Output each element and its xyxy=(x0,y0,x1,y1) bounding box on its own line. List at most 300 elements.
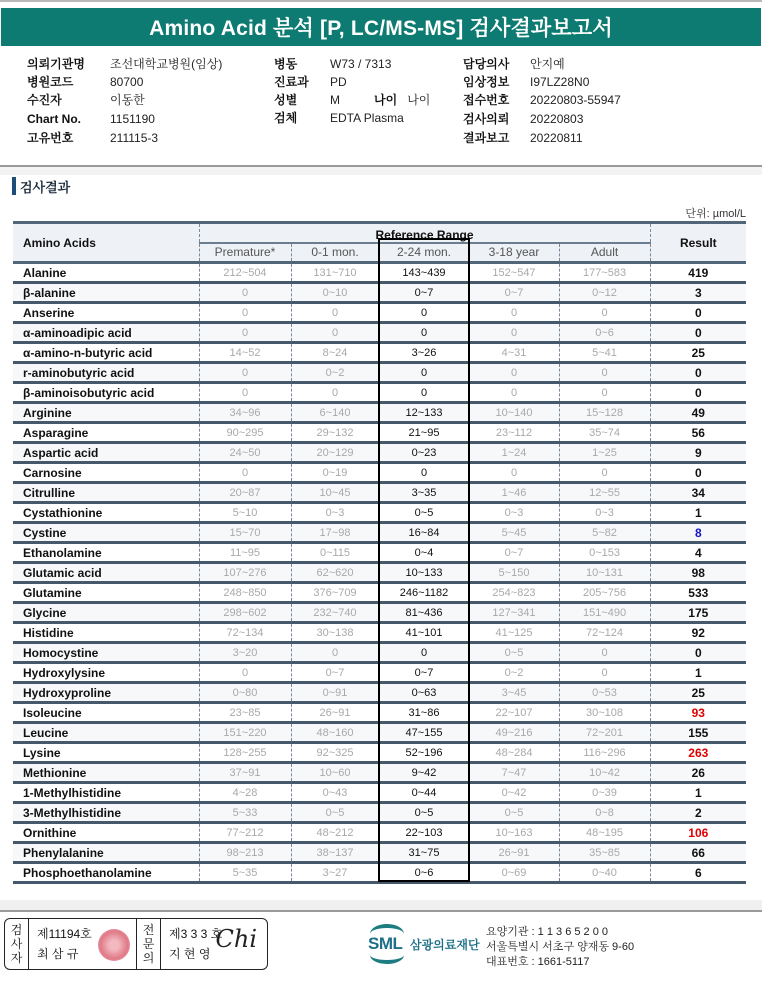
logo-text: SML xyxy=(368,934,403,953)
reference-range-cell: 0 xyxy=(469,463,559,483)
header-0-1-mon: 0-1 mon. xyxy=(291,243,379,263)
table-row xyxy=(13,623,746,643)
label-report-date: 결과보고 xyxy=(463,131,510,145)
amino-acid-name: Glycine xyxy=(13,603,199,623)
amino-acid-name: Histidine xyxy=(13,623,199,643)
result-value: 93 xyxy=(650,703,746,723)
reference-range-cell: 0~23 xyxy=(379,443,469,463)
reference-range-cell: 16~84 xyxy=(379,523,469,543)
examiner-name: 최 삼 규 xyxy=(37,947,79,961)
reference-range-cell: 0~5 xyxy=(379,803,469,823)
result-value: 175 xyxy=(650,603,746,623)
header-3-18-year: 3-18 year xyxy=(469,243,559,263)
reference-range-cell: 10~131 xyxy=(559,563,650,583)
reference-range-cell: 5~33 xyxy=(199,803,291,823)
value-chart-no: 1151190 xyxy=(110,112,155,126)
reference-range-cell: 0~42 xyxy=(469,783,559,803)
table-row xyxy=(13,843,746,863)
section-marker xyxy=(12,177,16,195)
reference-range-cell: 72~124 xyxy=(559,623,650,643)
amino-acid-name: Arginine xyxy=(13,403,199,423)
table-row xyxy=(13,283,746,303)
table-row xyxy=(13,563,746,583)
reference-range-cell: 0 xyxy=(559,663,650,683)
result-value: 263 xyxy=(650,743,746,763)
amino-acid-name: Anserine xyxy=(13,303,199,323)
examiner-label-char: 사 xyxy=(10,937,23,951)
reference-range-cell: 10~45 xyxy=(291,483,379,503)
reference-range-cell: 0 xyxy=(559,303,650,323)
reference-range-cell: 15~70 xyxy=(199,523,291,543)
label-request-date: 검사의뢰 xyxy=(463,112,510,126)
seal-stamp-icon xyxy=(98,929,130,961)
reference-range-cell: 116~296 xyxy=(559,743,650,763)
result-value: 0 xyxy=(650,463,746,483)
amino-acid-name: Isoleucine xyxy=(13,703,199,723)
specialist-name: 지 현 영 xyxy=(169,947,211,961)
amino-acid-name: 3-Methylhistidine xyxy=(13,803,199,823)
label-age: 나이 xyxy=(374,93,398,107)
reference-range-cell: 3~27 xyxy=(291,863,379,883)
amino-acid-name: Cystine xyxy=(13,523,199,543)
reference-range-cell: 31~75 xyxy=(379,843,469,863)
reference-range-cell: 20~129 xyxy=(291,443,379,463)
table-row xyxy=(13,343,746,363)
reference-range-cell: 0~115 xyxy=(291,543,379,563)
reference-range-cell: 41~101 xyxy=(379,623,469,643)
reference-range-cell: 38~137 xyxy=(291,843,379,863)
result-value: 2 xyxy=(650,803,746,823)
reference-range-cell: 23~85 xyxy=(199,703,291,723)
result-value: 26 xyxy=(650,763,746,783)
reference-range-cell: 0~7 xyxy=(469,543,559,563)
reference-range-cell: 0 xyxy=(199,303,291,323)
value-receipt-no: 20220803-55947 xyxy=(530,93,621,107)
header-2-24-mon: 2-24 mon. xyxy=(379,243,469,263)
reference-range-cell: 248~850 xyxy=(199,583,291,603)
amino-acid-name: Carnosine xyxy=(13,463,199,483)
reference-range-cell: 52~196 xyxy=(379,743,469,763)
label-department: 진료과 xyxy=(274,75,309,89)
result-value: 56 xyxy=(650,423,746,443)
result-value: 92 xyxy=(650,623,746,643)
label-ward: 병동 xyxy=(274,57,298,71)
reference-range-cell: 0~2 xyxy=(291,363,379,383)
reference-range-cell: 0~40 xyxy=(559,863,650,883)
label-patient: 수진자 xyxy=(27,93,62,107)
reference-range-cell: 0~2 xyxy=(469,663,559,683)
amino-acid-name: Lysine xyxy=(13,743,199,763)
reference-range-cell: 11~95 xyxy=(199,543,291,563)
top-rule xyxy=(0,0,762,2)
reference-range-cell: 0~69 xyxy=(469,863,559,883)
examiner-cell xyxy=(29,919,137,969)
results-table xyxy=(13,221,746,884)
reference-range-cell: 0 xyxy=(291,643,379,663)
reference-range-cell: 0 xyxy=(379,363,469,383)
examiner-license-no: 제11194호 xyxy=(37,927,92,941)
table-row xyxy=(13,783,746,803)
result-value: 34 xyxy=(650,483,746,503)
amino-acid-name: Homocystine xyxy=(13,643,199,663)
table-row xyxy=(13,723,746,743)
results-body xyxy=(13,263,746,883)
reference-range-cell: 34~96 xyxy=(199,403,291,423)
reference-range-cell: 24~50 xyxy=(199,443,291,463)
result-value: 6 xyxy=(650,863,746,883)
value-hospital-code: 80700 xyxy=(110,75,144,89)
reference-range-cell: 35~85 xyxy=(559,843,650,863)
address-line: 요양기관 : 1 1 3 6 5 2 0 0 xyxy=(486,926,609,938)
value-request-date: 20220803 xyxy=(530,112,584,126)
reference-range-cell: 26~91 xyxy=(291,703,379,723)
result-value: 3 xyxy=(650,283,746,303)
reference-range-cell: 0~3 xyxy=(291,503,379,523)
result-value: 4 xyxy=(650,543,746,563)
table-row xyxy=(13,323,746,343)
result-value: 8 xyxy=(650,523,746,543)
result-value: 1 xyxy=(650,663,746,683)
table-row xyxy=(13,403,746,423)
reference-range-cell: 0 xyxy=(291,323,379,343)
label-sex: 성별 xyxy=(274,93,298,107)
amino-acid-name: Citrulline xyxy=(13,483,199,503)
org-address xyxy=(486,925,634,970)
reference-range-cell: 0~5 xyxy=(379,503,469,523)
patient-info-col2 xyxy=(274,55,430,127)
table-row xyxy=(13,383,746,403)
reference-range-cell: 72~134 xyxy=(199,623,291,643)
amino-acid-name: r-aminobutyric acid xyxy=(13,363,199,383)
reference-range-cell: 10~140 xyxy=(469,403,559,423)
amino-acid-name: Methionine xyxy=(13,763,199,783)
reference-range-cell: 0 xyxy=(199,363,291,383)
amino-acid-name: α-amino-n-butyric acid xyxy=(13,343,199,363)
result-value: 533 xyxy=(650,583,746,603)
reference-range-cell: 72~201 xyxy=(559,723,650,743)
report-title: Amino Acid 분석 [P, LC/MS-MS] 검사결과보고서 xyxy=(1,8,761,46)
reference-range-cell: 0~6 xyxy=(379,863,469,883)
footer-separator xyxy=(0,900,762,912)
examiner-label xyxy=(5,919,29,969)
reference-range-cell: 0~7 xyxy=(469,283,559,303)
table-row xyxy=(13,443,746,463)
reference-range-cell: 5~82 xyxy=(559,523,650,543)
reference-range-cell: 48~284 xyxy=(469,743,559,763)
reference-range-cell: 12~133 xyxy=(379,403,469,423)
reference-range-cell: 26~91 xyxy=(469,843,559,863)
reference-range-cell: 0 xyxy=(559,643,650,663)
reference-range-cell: 30~108 xyxy=(559,703,650,723)
amino-acid-name: Hydroxyproline xyxy=(13,683,199,703)
reference-range-cell: 0~8 xyxy=(559,803,650,823)
reference-range-cell: 77~212 xyxy=(199,823,291,843)
reference-range-cell: 0 xyxy=(379,323,469,343)
reference-range-cell: 48~195 xyxy=(559,823,650,843)
reference-range-cell: 0~12 xyxy=(559,283,650,303)
value-clinical-info: I97LZ28N0 xyxy=(530,75,590,89)
reference-range-cell: 5~45 xyxy=(469,523,559,543)
reference-range-cell: 15~128 xyxy=(559,403,650,423)
value-report-date: 20220811 xyxy=(530,131,583,145)
reference-range-cell: 35~74 xyxy=(559,423,650,443)
table-row xyxy=(13,863,746,883)
table-row xyxy=(13,643,746,663)
amino-acid-name: Glutamic acid xyxy=(13,563,199,583)
table-row xyxy=(13,543,746,563)
reference-range-cell: 0 xyxy=(291,383,379,403)
reference-range-cell: 177~583 xyxy=(559,263,650,283)
reference-range-cell: 151~490 xyxy=(559,603,650,623)
value-specimen: EDTA Plasma xyxy=(330,111,404,125)
reference-range-cell: 10~133 xyxy=(379,563,469,583)
amino-acid-name: 1-Methylhistidine xyxy=(13,783,199,803)
reference-range-cell: 0~4 xyxy=(379,543,469,563)
reference-range-cell: 10~163 xyxy=(469,823,559,843)
reference-range-cell: 0~19 xyxy=(291,463,379,483)
address-line: 서울특별시 서초구 양재동 9-60 xyxy=(486,941,635,953)
header-result: Result xyxy=(650,223,746,263)
table-row xyxy=(13,683,746,703)
table-row xyxy=(13,303,746,323)
label-specimen: 검체 xyxy=(274,111,298,125)
table-row xyxy=(13,763,746,783)
signature-icon: Chi xyxy=(215,925,257,953)
result-value: 0 xyxy=(650,383,746,403)
label-receipt-no: 접수번호 xyxy=(463,93,510,107)
reference-range-cell: 232~740 xyxy=(291,603,379,623)
patient-info-col1 xyxy=(27,55,222,147)
reference-range-cell: 48~212 xyxy=(291,823,379,843)
reference-range-cell: 0~63 xyxy=(379,683,469,703)
reference-range-cell: 0~10 xyxy=(291,283,379,303)
result-value: 106 xyxy=(650,823,746,843)
table-row xyxy=(13,263,746,283)
specialist-license-no: 제3 3 3 호 xyxy=(169,927,223,941)
reference-range-cell: 10~60 xyxy=(291,763,379,783)
reference-range-cell: 10~42 xyxy=(559,763,650,783)
reference-range-cell: 0~44 xyxy=(379,783,469,803)
table-row xyxy=(13,603,746,623)
reference-range-cell: 0~6 xyxy=(559,323,650,343)
specialist-label-char: 문 xyxy=(142,937,155,951)
table-row xyxy=(13,503,746,523)
sml-logo-icon xyxy=(366,922,408,966)
reference-range-cell: 0 xyxy=(469,303,559,323)
reference-range-cell: 0 xyxy=(379,383,469,403)
table-row xyxy=(13,663,746,683)
amino-acid-name: Hydroxylysine xyxy=(13,663,199,683)
reference-range-cell: 62~620 xyxy=(291,563,379,583)
table-row xyxy=(13,583,746,603)
reference-range-cell: 0 xyxy=(469,363,559,383)
amino-acid-name: Leucine xyxy=(13,723,199,743)
reference-range-cell: 0~7 xyxy=(379,283,469,303)
result-value: 0 xyxy=(650,303,746,323)
label-chart-no: Chart No. xyxy=(27,112,81,126)
reference-range-cell: 22~107 xyxy=(469,703,559,723)
reference-range-cell: 128~255 xyxy=(199,743,291,763)
reference-range-cell: 9~42 xyxy=(379,763,469,783)
reference-range-cell: 22~103 xyxy=(379,823,469,843)
specialist-label-char: 의 xyxy=(142,951,155,965)
separator-band xyxy=(0,167,762,175)
amino-acid-name: Phosphoethanolamine xyxy=(13,863,199,883)
value-patient: 이동한 xyxy=(110,93,145,107)
reference-range-cell: 0 xyxy=(469,323,559,343)
reference-range-cell: 23~112 xyxy=(469,423,559,443)
amino-acid-name: α-aminoadipic acid xyxy=(13,323,199,343)
reference-range-cell: 47~155 xyxy=(379,723,469,743)
value-institution: 조선대학교병원(임상) xyxy=(110,57,223,71)
reference-range-cell: 48~160 xyxy=(291,723,379,743)
reference-range-cell: 0~91 xyxy=(291,683,379,703)
reference-range-cell: 298~602 xyxy=(199,603,291,623)
reference-range-cell: 131~710 xyxy=(291,263,379,283)
reference-range-cell: 0 xyxy=(379,643,469,663)
reference-range-cell: 0 xyxy=(199,283,291,303)
reference-range-cell: 0~3 xyxy=(469,503,559,523)
reference-range-cell: 0~5 xyxy=(291,803,379,823)
table-row xyxy=(13,523,746,543)
reference-range-cell: 0~43 xyxy=(291,783,379,803)
amino-acid-name: Aspartic acid xyxy=(13,443,199,463)
header-premature: Premature* xyxy=(199,243,291,263)
table-row xyxy=(13,703,746,723)
specialist-cell xyxy=(161,919,267,969)
amino-acid-name: Glutamine xyxy=(13,583,199,603)
table-row xyxy=(13,363,746,383)
table-row xyxy=(13,483,746,503)
reference-range-cell: 1~46 xyxy=(469,483,559,503)
reference-range-cell: 127~341 xyxy=(469,603,559,623)
reference-range-cell: 14~52 xyxy=(199,343,291,363)
reference-range-cell: 98~213 xyxy=(199,843,291,863)
reference-range-cell: 4~28 xyxy=(199,783,291,803)
reference-range-cell: 0 xyxy=(199,663,291,683)
reference-range-cell: 1~24 xyxy=(469,443,559,463)
table-row xyxy=(13,823,746,843)
reference-range-cell: 0~5 xyxy=(469,643,559,663)
amino-acid-name: β-alanine xyxy=(13,283,199,303)
examiner-label-char: 검 xyxy=(10,923,23,937)
reference-range-cell: 0~39 xyxy=(559,783,650,803)
table-row xyxy=(13,743,746,763)
reference-range-cell: 30~138 xyxy=(291,623,379,643)
reference-range-cell: 0~53 xyxy=(559,683,650,703)
result-value: 0 xyxy=(650,363,746,383)
reference-range-cell: 0~7 xyxy=(291,663,379,683)
reference-range-cell: 41~125 xyxy=(469,623,559,643)
amino-acid-name: Asparagine xyxy=(13,423,199,443)
result-value: 1 xyxy=(650,783,746,803)
specialist-label xyxy=(137,919,161,969)
amino-acid-name: Ornithine xyxy=(13,823,199,843)
section-title-text: 검사결과 xyxy=(20,179,71,195)
patient-info-col3 xyxy=(463,55,621,147)
address-line: 대표번호 : 1661-5117 xyxy=(486,956,590,968)
header-reference-range: Reference Range xyxy=(199,223,650,243)
amino-acid-name: Cystathionine xyxy=(13,503,199,523)
reference-range-cell: 12~55 xyxy=(559,483,650,503)
reference-range-cell: 0 xyxy=(291,303,379,323)
reference-range-cell: 3~20 xyxy=(199,643,291,663)
reference-range-cell: 0~7 xyxy=(379,663,469,683)
reference-range-cell: 3~26 xyxy=(379,343,469,363)
reference-range-cell: 0 xyxy=(199,463,291,483)
value-department: PD xyxy=(330,75,347,89)
value-sex: M xyxy=(330,93,340,107)
reference-range-cell: 1~25 xyxy=(559,443,650,463)
logo-org-name: 삼광의료재단 xyxy=(410,937,480,952)
result-value: 66 xyxy=(650,843,746,863)
label-unique-no: 고유번호 xyxy=(27,131,74,145)
value-doctor: 안지예 xyxy=(530,57,565,71)
result-value: 49 xyxy=(650,403,746,423)
reference-range-cell: 4~31 xyxy=(469,343,559,363)
reference-range-cell: 152~547 xyxy=(469,263,559,283)
reference-range-cell: 0 xyxy=(559,463,650,483)
label-doctor: 담당의사 xyxy=(463,57,510,71)
reference-range-cell: 20~87 xyxy=(199,483,291,503)
reference-range-cell: 376~709 xyxy=(291,583,379,603)
amino-acid-name: Phenylalanine xyxy=(13,843,199,863)
reference-range-cell: 49~216 xyxy=(469,723,559,743)
reference-range-cell: 29~132 xyxy=(291,423,379,443)
reference-range-cell: 0~5 xyxy=(469,803,559,823)
result-value: 0 xyxy=(650,643,746,663)
reference-range-cell: 92~325 xyxy=(291,743,379,763)
reference-range-cell: 254~823 xyxy=(469,583,559,603)
result-value: 98 xyxy=(650,563,746,583)
table-row xyxy=(13,423,746,443)
reference-range-cell: 151~220 xyxy=(199,723,291,743)
reference-range-cell: 8~24 xyxy=(291,343,379,363)
value-ward: W73 / 7313 xyxy=(330,57,392,71)
reference-range-cell: 6~140 xyxy=(291,403,379,423)
value-age: 나이 xyxy=(407,93,431,107)
result-value: 25 xyxy=(650,683,746,703)
result-value: 0 xyxy=(650,323,746,343)
amino-acid-name: Alanine xyxy=(13,263,199,283)
reference-range-cell: 143~439 xyxy=(379,263,469,283)
amino-acid-name: Ethanolamine xyxy=(13,543,199,563)
header-adult: Adult xyxy=(559,243,650,263)
reference-range-cell: 107~276 xyxy=(199,563,291,583)
result-value: 9 xyxy=(650,443,746,463)
reference-range-cell: 21~95 xyxy=(379,423,469,443)
result-value: 155 xyxy=(650,723,746,743)
label-institution: 의뢰기관명 xyxy=(27,57,85,71)
reference-range-cell: 0 xyxy=(559,383,650,403)
examiner-label-char: 자 xyxy=(10,951,23,965)
reference-range-cell: 5~35 xyxy=(199,863,291,883)
reference-range-cell: 0 xyxy=(469,383,559,403)
reference-range-cell: 0~80 xyxy=(199,683,291,703)
reference-range-cell: 0~153 xyxy=(559,543,650,563)
reference-range-cell: 0 xyxy=(379,303,469,323)
section-title xyxy=(12,177,70,195)
reference-range-cell: 17~98 xyxy=(291,523,379,543)
reference-range-cell: 0 xyxy=(379,463,469,483)
result-value: 1 xyxy=(650,503,746,523)
reference-range-cell: 90~295 xyxy=(199,423,291,443)
value-unique-no: 211115-3 xyxy=(110,131,159,145)
reference-range-cell: 0~3 xyxy=(559,503,650,523)
amino-acid-name: β-aminoisobutyric acid xyxy=(13,383,199,403)
reference-range-cell: 31~86 xyxy=(379,703,469,723)
reference-range-cell: 212~504 xyxy=(199,263,291,283)
